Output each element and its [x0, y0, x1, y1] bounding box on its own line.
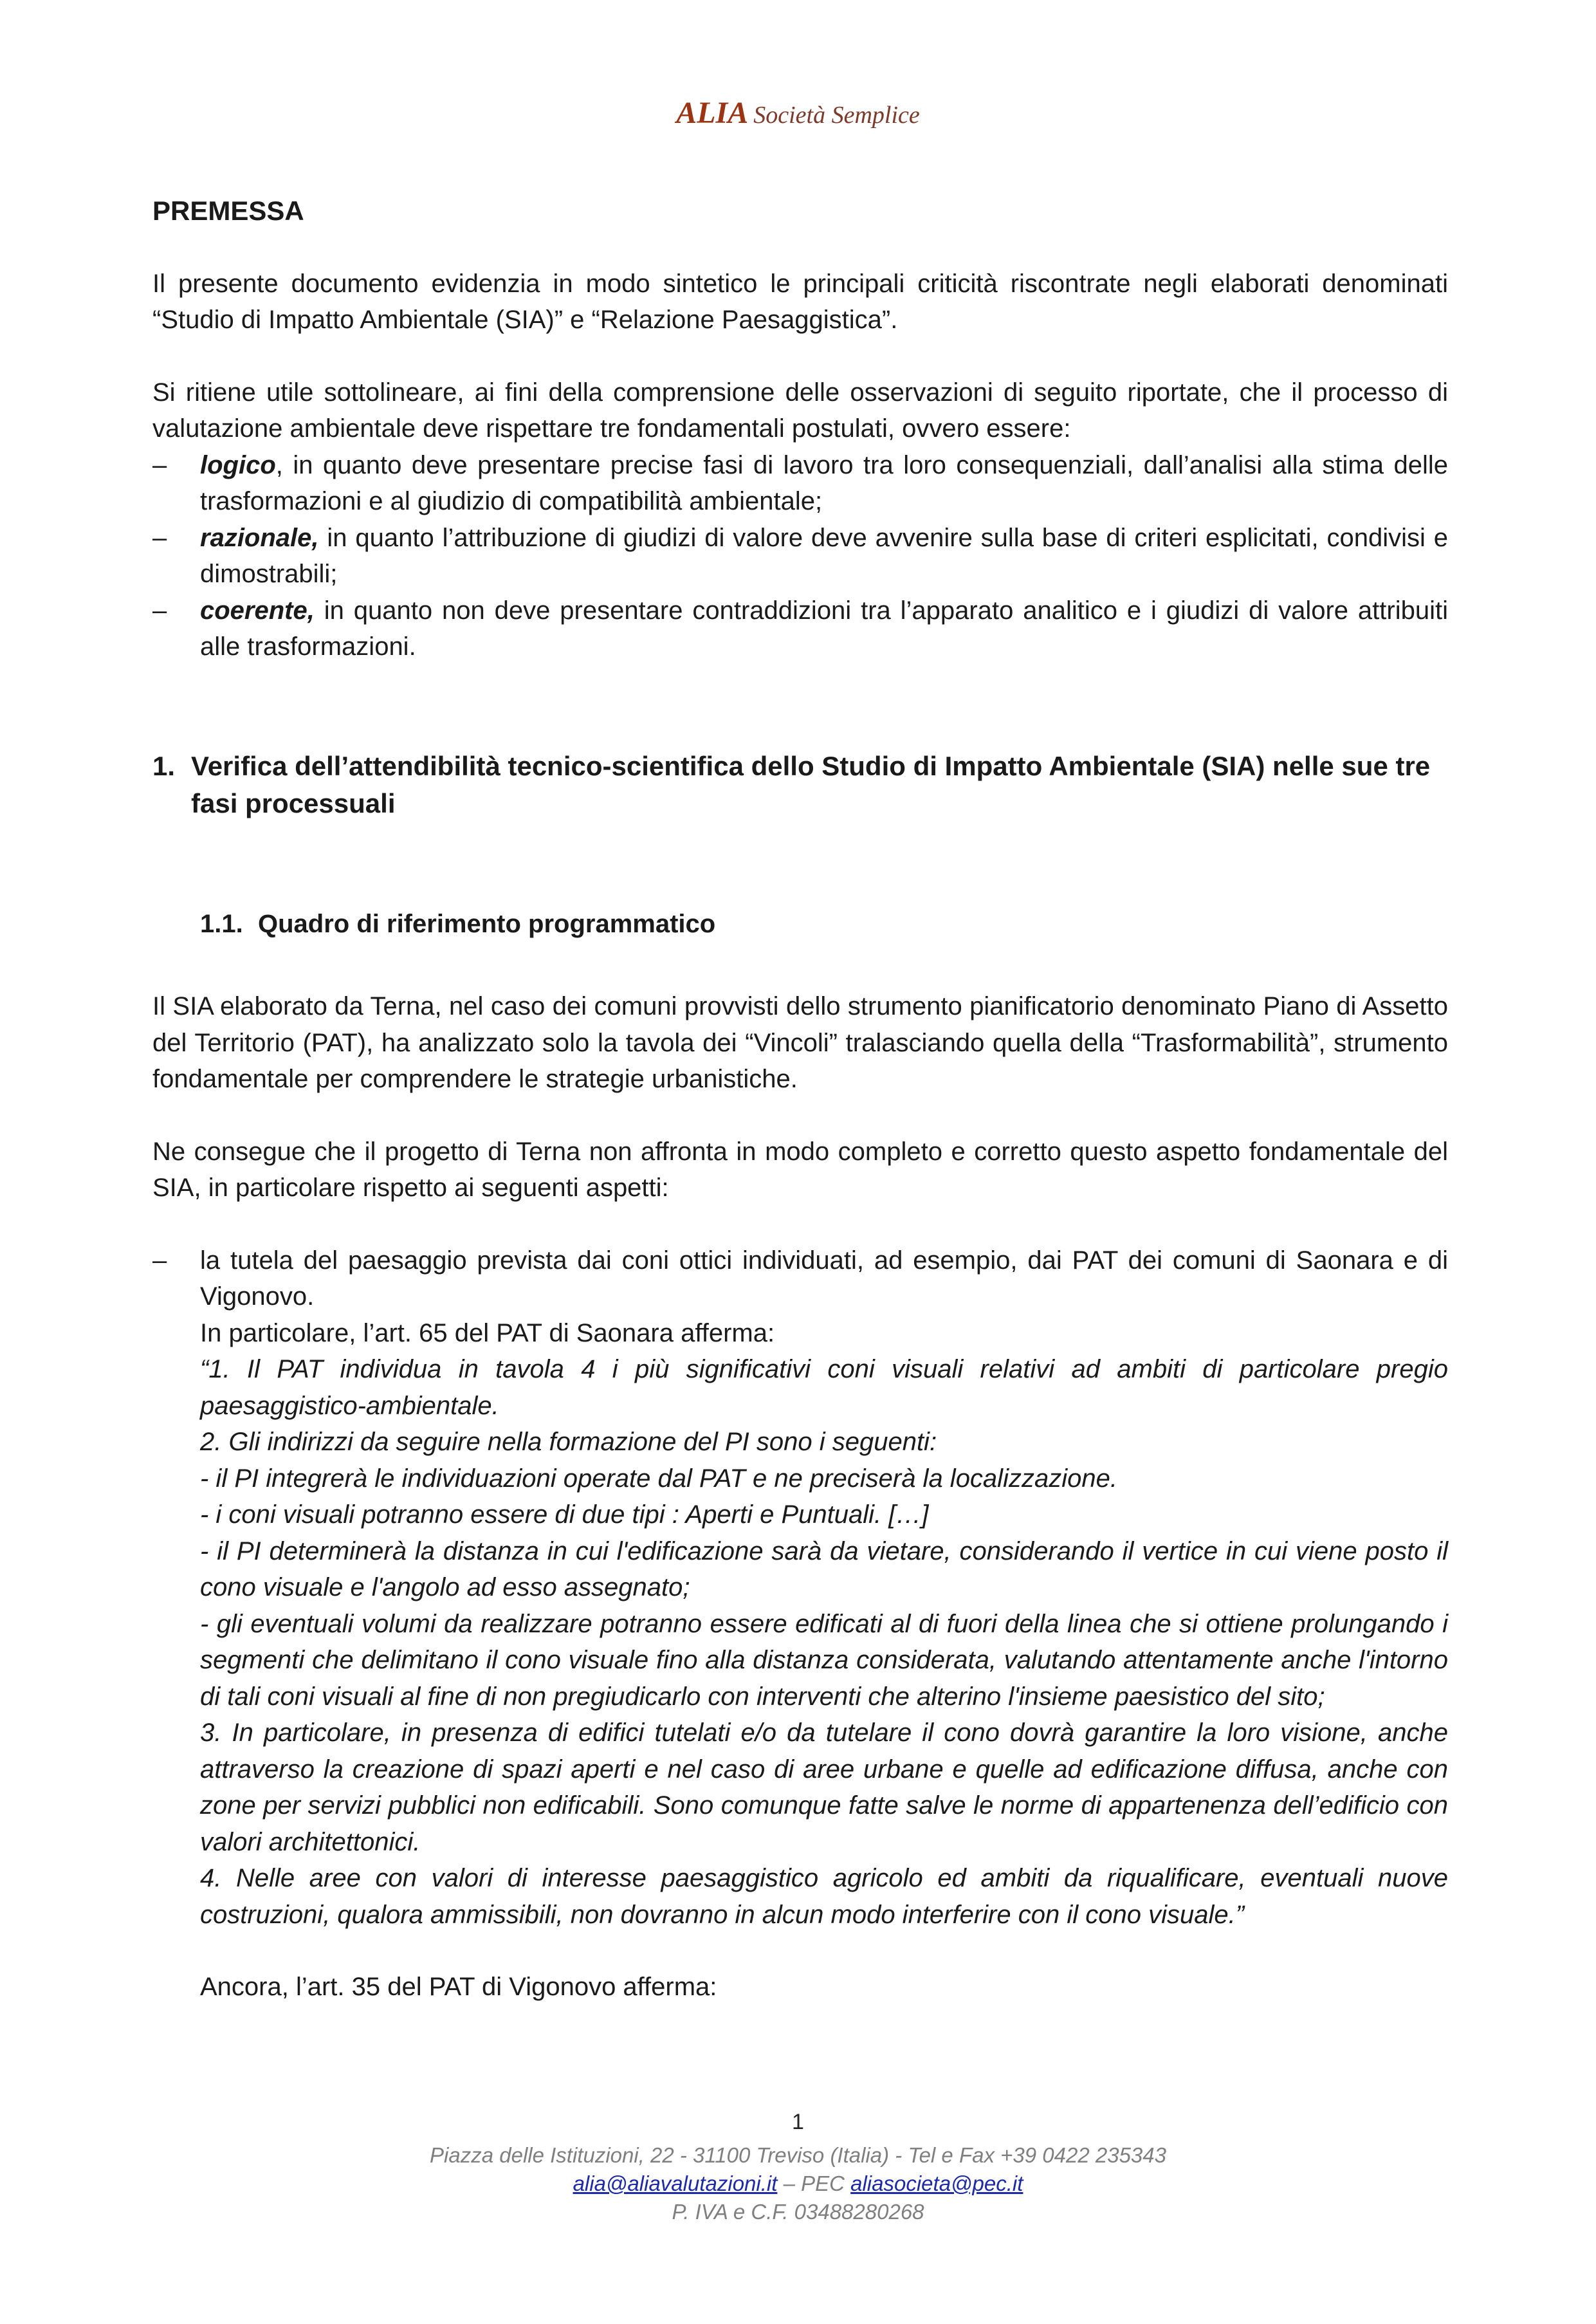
aspects-list — [152, 1242, 1448, 1315]
postulate-text: , in quanto deve presentare precise fasi di lavoro tra loro consequenziali, dall’analisi alla stima delle trasformazioni e al giudizio di compatibilità ambientale; — [200, 450, 1448, 515]
premessa-paragraph-2: Si ritiene utile sottolineare, ai fini della comprensione delle osservazioni di seguito riportate, che il processo di valutazione ambientale deve rispettare tre fondamentali postulati, ovvero essere: — [152, 378, 1448, 443]
section-1-heading — [152, 748, 1448, 822]
section-1-1-heading — [200, 906, 1448, 943]
quote-line: - il PI determinerà la distanza in cui l'edificazione sarà da vietare, considerando il vertice in cui viene posto il cono visuale e l'angolo ad esso assegnato; — [200, 1536, 1448, 1601]
premessa-paragraph-1: Il presente documento evidenzia in modo sintetico le principali criticità riscontrate negli elaborati denominati “Studio di Impatto Ambientale (SIA)” e “Relazione Paesaggistica”. — [152, 269, 1448, 334]
pec-link[interactable]: aliasocieta@pec.it — [850, 2172, 1023, 2195]
list-item — [152, 447, 1448, 520]
postulate-text: in quanto l’attribuzione di giudizi di valore deve avvenire sulla base di criteri esplicitati, condivisi e dimostrabili; — [200, 523, 1448, 588]
paragraph: Ne consegue che il progetto di Terna non affronta in modo completo e corretto questo aspetto fondamentale del SIA, in particolare rispetto ai seguenti aspetti: — [152, 1137, 1448, 1202]
postulate-text: in quanto non deve presentare contraddizioni tra l’apparato analitico e i giudizi di valore attribuiti alle trasformazioni. — [200, 596, 1448, 661]
pec-label: – PEC — [777, 2172, 851, 2195]
brand-name: ALIA — [676, 96, 749, 130]
document-body — [152, 193, 1448, 2006]
paragraph: Il SIA elaborato da Terna, nel caso dei comuni provvisti dello strumento pianificatorio denominato Piano di Assetto del Territorio (PAT), ha analizzato solo la tavola dei “Vincoli” tralasciando quella della “Trasformabilità”, strumento fondamentale per comprendere le strategie urbanistiche. — [152, 992, 1448, 1093]
page-footer — [0, 2108, 1596, 2226]
quoted-article — [152, 1351, 1448, 1933]
quote-intro: Ancora, l’art. 35 del PAT di Vigonovo afferma: — [200, 1973, 717, 2001]
footer-address: Piazza delle Istituzioni, 22 - 31100 Treviso (Italia) - Tel e Fax +39 0422 235343 — [430, 2143, 1166, 2167]
email-link[interactable]: alia@aliavalutazioni.it — [573, 2172, 778, 2195]
postulates-list — [152, 447, 1448, 665]
quote-line: “1. Il PAT individua in tavola 4 i più significativi coni visuali relativi ad ambiti di particolare pregio paesaggistico-ambientale. — [200, 1355, 1448, 1420]
quote-line: 3. In particolare, in presenza di edifici tutelati e/o da tutelare il cono dovrà garantire la loro visione, anche attraverso la creazione di spazi aperti e nel caso di aree urbane e quelle ad edificazione diffusa, anche con zone per servizi pubblici non edificabili. Sono comunque fatte salve le norme di appartenenza dell’edificio con valori architettonici. — [200, 1719, 1448, 1856]
quote-line: 2. Gli indirizzi da seguire nella formazione del PI sono i seguenti: — [200, 1428, 937, 1456]
page-number: 1 — [792, 2110, 804, 2134]
list-item — [152, 520, 1448, 593]
list-item: – la tutela del paesaggio prevista dai coni ottici individuati, ad esempio, dai PAT dei comuni di Saonara e di Vigonovo. — [152, 1242, 1448, 1315]
quote-line: - gli eventuali volumi da realizzare potranno essere edificati al di fuori della linea che si ottiene prolungando i segmenti che delimitano il cono visuale fino alla distanza considerata, valutando attentamente anche l'intorno di tali coni visuali al fine di non pregiudicarlo con interventi che alterino l'insieme paesistico del sito; — [200, 1609, 1448, 1711]
section-title: Verifica dell’attendibilità tecnico-scientifica dello Studio di Impatto Ambientale (SIA) nelle sue tre fasi processuali — [191, 750, 1431, 818]
quote-line: - i coni visuali potranno essere di due tipi : Aperti e Puntuali. […] — [200, 1500, 929, 1529]
subsection-number: 1.1. — [200, 909, 243, 938]
postulate-term: logico — [200, 450, 276, 479]
footer-vat: P. IVA e C.F. 03488280268 — [672, 2200, 924, 2224]
postulate-term: coerente, — [200, 596, 315, 625]
letterhead — [0, 95, 1596, 131]
footer-contacts — [0, 2170, 1596, 2198]
list-item — [152, 593, 1448, 665]
quote-line: - il PI integrerà le individuazioni operate dal PAT e ne preciserà la localizzazione. — [200, 1464, 1117, 1493]
subsection-title: Quadro di riferimento programmatico — [258, 909, 716, 938]
quote-line: 4. Nelle aree con valori di interesse paesaggistico agricolo ed ambiti da riqualificare, eventuali nuove costruzioni, qualora ammissibili, non dovranno in alcun modo interferire con il cono visuale.” — [200, 1864, 1448, 1929]
postulate-term: razionale, — [200, 523, 319, 552]
brand-subtitle: Società Semplice — [753, 102, 920, 129]
section-number: 1. — [152, 750, 176, 781]
premessa-heading: PREMESSA — [152, 196, 304, 226]
quote-intro: In particolare, l’art. 65 del PAT di Saonara afferma: — [200, 1318, 775, 1347]
